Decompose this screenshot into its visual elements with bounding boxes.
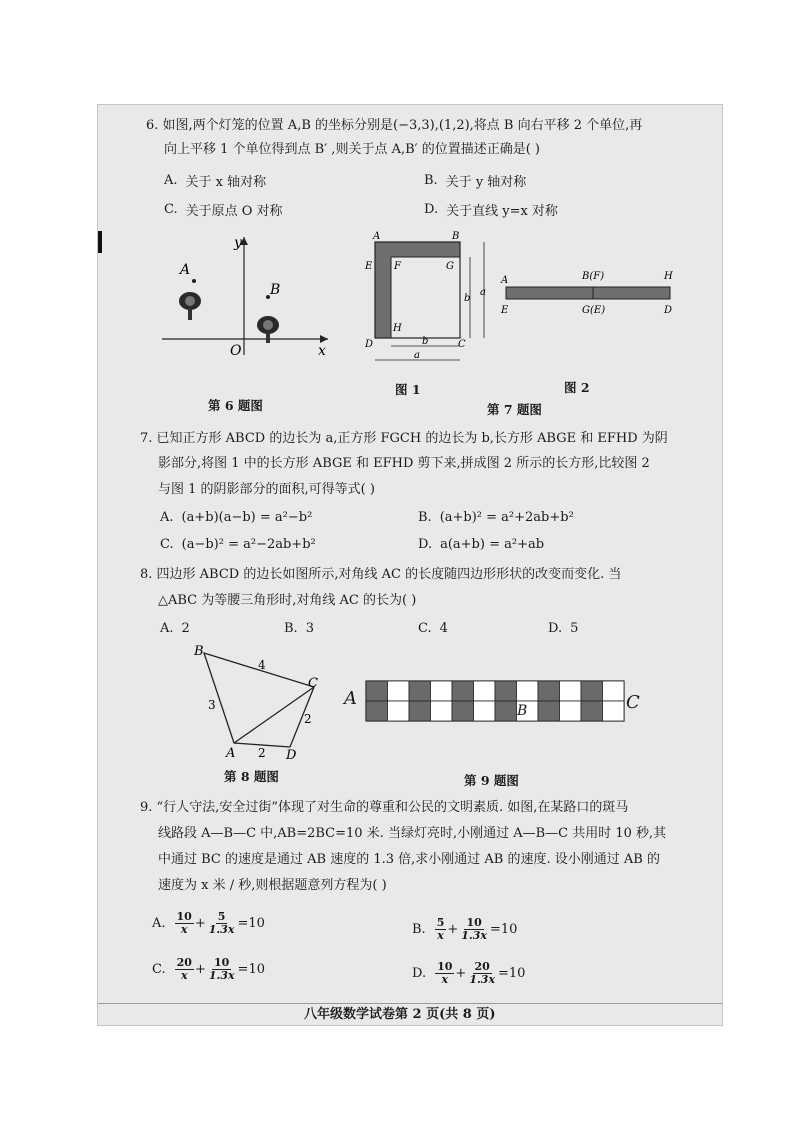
q8-label-c: C: [308, 676, 318, 691]
q8-side-ad: 2: [258, 746, 266, 760]
option-label: D.: [412, 966, 427, 981]
q7-figure-1: [360, 229, 500, 369]
q7-option-d[interactable]: [418, 537, 544, 552]
point-a-label: A: [180, 262, 191, 278]
denominator: x: [180, 923, 188, 936]
point-a: [192, 279, 196, 283]
option-text: 5: [570, 621, 579, 636]
crosswalk-cell: [366, 701, 388, 721]
option-label: C.: [160, 537, 174, 552]
q9-option-a[interactable]: [152, 911, 265, 936]
q9-line2: 线路段 A—B—C 中,AB=2BC=10 米. 当绿灯亮时,小刚通过 A—B—C 共用时 10 秒,其: [158, 826, 667, 841]
q7-option-a[interactable]: [160, 510, 312, 525]
fig2-label-d: D: [664, 305, 673, 316]
fig2-label-e: E: [501, 305, 509, 316]
fig1-label-g: G: [446, 261, 454, 272]
q9-line3: 中通过 BC 的速度是通过 AB 速度的 1.3 倍,求小刚通过 AB 的速度. 设小刚通过 AB 的: [158, 852, 660, 867]
page-footer: 八年级数学试卷第 2 页(共 8 页): [304, 1007, 496, 1022]
fig1-label-e: E: [365, 261, 373, 272]
denominator: x: [181, 969, 188, 982]
q6-option-b[interactable]: [424, 171, 526, 190]
denominator: x: [441, 973, 449, 986]
option-label: C.: [152, 962, 166, 977]
option-label: A.: [164, 173, 178, 188]
lantern-a-icon: [179, 292, 201, 320]
q7-line3: 与图 1 的阴影部分的面积,可得等式( ): [158, 482, 375, 497]
binding-mark: [98, 231, 102, 253]
crosswalk-cell: [495, 701, 517, 721]
q7-line2: 影部分,将图 1 中的长方形 ABGE 和 EFHD 剪下来,拼成图 2 所示的长方形,比较图 2: [158, 456, 650, 471]
crosswalk-cell: [452, 681, 474, 701]
q6-option-d[interactable]: [424, 200, 558, 219]
q8-option-b[interactable]: [284, 621, 314, 636]
plus-sign: +: [194, 916, 206, 931]
option-label: C.: [418, 621, 432, 636]
q6-option-c[interactable]: [164, 200, 283, 219]
option-text: 关于直线 y=x 对称: [446, 204, 558, 219]
crosswalk-cell: [560, 681, 582, 701]
crosswalk-cell: [603, 701, 625, 721]
q8-side-bc: 4: [258, 658, 266, 672]
q9-label-c: C: [626, 692, 640, 713]
q8-figure-caption: 第 8 题图: [224, 769, 279, 784]
fig1-label-b: B: [452, 231, 460, 242]
denominator: 1.3x: [461, 929, 487, 942]
q9-line1: 9. “行人守法,安全过街”体现了对生命的尊重和公民的文明素质. 如图,在某路口的斑马: [140, 800, 629, 815]
point-b: [266, 295, 270, 299]
fig1-dim-b-bottom: b: [422, 336, 429, 347]
fig1-dim-b-right: b: [464, 293, 471, 304]
equation-rhs: =10: [489, 922, 518, 937]
crosswalk-cell: [517, 681, 539, 701]
q8-side-ab: 3: [208, 698, 216, 712]
crosswalk-cell: [538, 701, 560, 721]
equation-rhs: =10: [237, 916, 265, 931]
q9-option-c[interactable]: [152, 957, 265, 982]
x-axis-label: x: [318, 343, 326, 359]
option-label: C.: [164, 202, 178, 217]
plus-sign: +: [447, 922, 459, 937]
q6-figure: [156, 233, 336, 361]
fig1-dim-a-bottom: a: [414, 350, 420, 361]
fig1-label-c: C: [458, 339, 466, 350]
fig2-label-h: H: [664, 271, 673, 282]
numerator: 20: [176, 956, 192, 969]
q9-line4: 速度为 x 米 / 秒,则根据题意列方程为( ): [158, 878, 387, 893]
q8-option-a[interactable]: [160, 621, 190, 636]
q9-crosswalk-figure: [364, 679, 628, 725]
crosswalk-cell: [366, 681, 388, 701]
fig2-label-a: A: [501, 275, 509, 286]
option-label: D.: [548, 621, 563, 636]
q6-line2: 向上平移 1 个单位得到点 B′ ,则关于点 A,B′ 的位置描述正确是( ): [164, 142, 541, 157]
q8-label-d: D: [286, 748, 297, 763]
option-text: a(a+b) = a²+ab: [440, 537, 545, 552]
crosswalk-cell: [581, 681, 603, 701]
q8-line2: △ABC 为等腰三角形时,对角线 AC 的长为( ): [158, 593, 417, 608]
numerator: 10: [437, 960, 453, 973]
option-label: D.: [424, 202, 439, 217]
q7-figure-1-caption: 图 1: [395, 382, 421, 397]
option-text: (a+b)(a−b) = a²−b²: [181, 510, 313, 525]
option-text: 关于 x 轴对称: [185, 175, 267, 190]
numerator: 20: [474, 960, 490, 973]
plus-sign: +: [455, 966, 467, 981]
option-label: A.: [152, 916, 166, 931]
q8-figure: [188, 643, 338, 763]
denominator: 1.3x: [208, 923, 235, 936]
q8-label-b: B: [194, 644, 204, 659]
option-text: 3: [305, 621, 314, 636]
crosswalk-cell: [603, 681, 625, 701]
numerator: 5: [436, 916, 445, 929]
equation-rhs: =10: [237, 962, 265, 977]
crosswalk-cell: [409, 681, 431, 701]
q8-option-d[interactable]: [548, 621, 578, 636]
numerator: 10: [214, 956, 230, 969]
option-text: 关于原点 O 对称: [185, 204, 283, 219]
option-text: (a+b)² = a²+2ab+b²: [439, 510, 574, 525]
q6-figure-caption: 第 6 题图: [208, 398, 263, 413]
option-text: 关于 y 轴对称: [445, 175, 527, 190]
option-text: (a−b)² = a²−2ab+b²: [181, 537, 316, 552]
plus-sign: +: [194, 962, 206, 977]
equation-rhs: =10: [498, 966, 526, 981]
fig2-label-ge: G(E): [582, 305, 606, 316]
q8-line1: 8. 四边形 ABCD 的边长如图所示,对角线 AC 的长度随四边形形状的改变而变化. 当: [140, 567, 622, 582]
q9-option-b[interactable]: [412, 917, 517, 942]
option-text: 4: [439, 621, 448, 636]
q7-option-b[interactable]: [418, 510, 574, 525]
option-label: B.: [418, 510, 432, 525]
fig1-label-h: H: [393, 323, 402, 334]
q8-option-c[interactable]: [418, 621, 448, 636]
crosswalk-cell: [538, 681, 560, 701]
y-axis-label: y: [234, 235, 242, 251]
q6-option-a[interactable]: [164, 171, 266, 190]
option-label: A.: [160, 621, 174, 636]
numerator: 5: [217, 910, 226, 923]
denominator: x: [437, 929, 444, 942]
fig1-label-f: F: [394, 261, 401, 272]
q7-figure-2-caption: 图 2: [564, 380, 590, 395]
numerator: 10: [466, 916, 482, 929]
option-label: B.: [284, 621, 298, 636]
option-label: B.: [424, 173, 438, 188]
denominator: 1.3x: [208, 969, 235, 982]
option-label: B.: [412, 922, 426, 937]
fig2-label-bf: B(F): [582, 271, 605, 282]
crosswalk-cell: [495, 681, 517, 701]
q7-figure-caption: 第 7 题图: [487, 402, 542, 417]
crosswalk-cell: [452, 701, 474, 721]
option-label: D.: [418, 537, 433, 552]
q8-side-cd: 2: [304, 712, 312, 726]
fig1-label-d: D: [365, 339, 374, 350]
crosswalk-cell: [409, 701, 431, 721]
q7-line1: 7. 已知正方形 ABCD 的边长为 a,正方形 FGCH 的边长为 b,长方形 ABGE 和 EFHD 为阴: [140, 431, 668, 446]
q6-line1: 6. 如图,两个灯笼的位置 A,B 的坐标分别是(−3,3),(1,2),将点 B 向右平移 2 个单位,再: [146, 118, 643, 133]
q8-label-a: A: [226, 746, 236, 761]
q7-option-c[interactable]: [160, 537, 316, 552]
option-text: 2: [181, 621, 190, 636]
q7-figure-2: [498, 265, 678, 325]
origin-label: O: [230, 343, 242, 359]
q9-option-d[interactable]: [412, 961, 525, 986]
crosswalk-cell: [581, 701, 603, 721]
q9-label-b: B: [517, 703, 528, 719]
crosswalk-cell: [560, 701, 582, 721]
q9-label-a: A: [344, 688, 357, 709]
denominator: 1.3x: [469, 973, 496, 986]
point-b-label: B: [270, 282, 281, 298]
crosswalk-cell: [431, 701, 453, 721]
fig1-label-a: A: [373, 231, 381, 242]
exam-sheet: [97, 104, 723, 1026]
numerator: 10: [176, 910, 192, 923]
crosswalk-cell: [474, 701, 496, 721]
crosswalk-cell: [431, 681, 453, 701]
fig1-dim-a-right: a: [480, 287, 486, 298]
option-label: A.: [160, 510, 174, 525]
q9-figure-caption: 第 9 题图: [464, 773, 519, 788]
crosswalk-cell: [474, 681, 496, 701]
crosswalk-cell: [388, 701, 410, 721]
crosswalk-cell: [388, 681, 410, 701]
